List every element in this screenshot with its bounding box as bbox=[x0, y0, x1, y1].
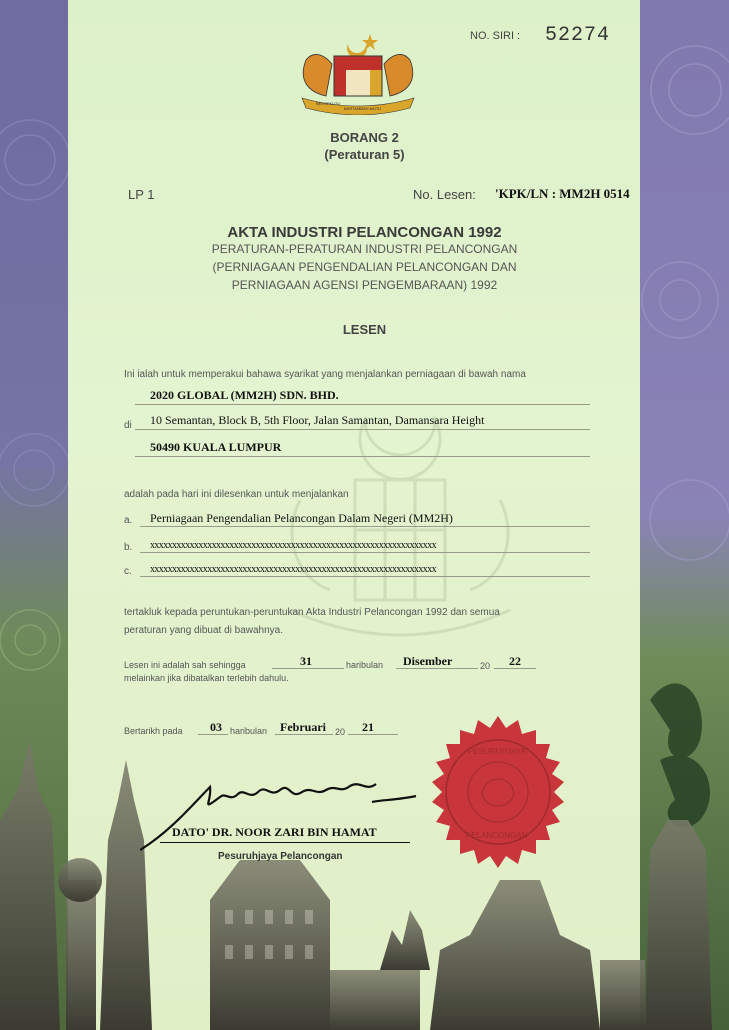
dated-year: 21 bbox=[362, 720, 374, 734]
unless-text: melainkan jika dibatalkan terlebih dahulu. bbox=[124, 673, 289, 683]
valid-haribulan: haribulan bbox=[346, 660, 384, 670]
lesen-heading: LESEN bbox=[342, 322, 387, 337]
emblem-ribbon-center: BERTAMBAH MUTU bbox=[344, 106, 382, 111]
item-a-text: Perniagaan Pengendalian Pelancongan Dalam Negeri (MM2H) bbox=[150, 511, 453, 525]
dated-month: Februari bbox=[280, 720, 326, 734]
seal-top-text: PESURUHJAYA bbox=[468, 747, 526, 756]
valid-month: Disember bbox=[403, 654, 453, 668]
act-subtitle-2: (PERNIAGAAN PENGENDALIAN PELANCONGAN DAN bbox=[212, 260, 517, 274]
valid-year: 22 bbox=[509, 654, 521, 668]
coat-of-arms-icon bbox=[298, 30, 418, 115]
licensed-text: adalah pada hari ini dilesenkan untuk menjalankan bbox=[124, 489, 349, 500]
item-a-letter: a. bbox=[124, 515, 133, 526]
dated-haribulan: haribulan bbox=[230, 726, 268, 736]
valid-day: 31 bbox=[300, 654, 312, 668]
act-title: AKTA INDUSTRI PELANCONGAN 1992 bbox=[227, 224, 502, 241]
signatory-title: Pesuruhjaya Pelancongan bbox=[218, 851, 343, 862]
address-line-2-rule bbox=[135, 456, 590, 457]
item-c-letter: c. bbox=[124, 566, 132, 577]
form-name: BORANG 2 bbox=[330, 130, 399, 145]
item-b-rule bbox=[140, 552, 590, 553]
seal-bottom-text: PELANCONGAN bbox=[466, 831, 528, 840]
company-name: 2020 GLOBAL (MM2H) SDN. BHD. bbox=[150, 388, 339, 402]
license-number: 'KPK/LN : MM2H 0514 bbox=[495, 186, 630, 201]
serial-number: 52274 bbox=[545, 24, 611, 47]
valid-day-rule bbox=[272, 668, 344, 669]
regulation-text: (Peraturan 5) bbox=[324, 147, 405, 162]
dated-day: 03 bbox=[210, 720, 222, 734]
act-subtitle-3: PERNIAGAAN AGENSI PENGEMBARAAN) 1992 bbox=[231, 278, 498, 292]
valid-month-rule bbox=[396, 668, 478, 669]
item-b-letter: b. bbox=[124, 542, 133, 553]
subject-line-2: peraturan yang dibuat di bawahnya. bbox=[124, 625, 284, 636]
intro-text: Ini ialah untuk memperakui bahawa syarikat yang menjalankan perniagaan di bawah nama bbox=[124, 369, 526, 380]
dated-label: Bertarikh pada bbox=[124, 726, 183, 736]
address-line-2: 50490 KUALA LUMPUR bbox=[150, 440, 282, 454]
address-line-1-rule bbox=[135, 429, 590, 430]
red-seal-stamp bbox=[418, 714, 578, 874]
emblem-ribbon-left: BERSEKUTU bbox=[316, 101, 341, 106]
subject-line-1: tertakluk kepada peruntukan-peruntukan Akta Industri Pelancongan 1992 dan semua bbox=[124, 607, 500, 618]
item-a-rule bbox=[140, 526, 590, 527]
dated-year-prefix: 20 bbox=[335, 727, 346, 737]
di-label: di bbox=[124, 420, 132, 431]
signature-handwriting bbox=[140, 772, 420, 852]
company-name-line bbox=[135, 404, 590, 405]
form-code: LP 1 bbox=[128, 187, 155, 202]
act-subtitle-1: PERATURAN-PERATURAN INDUSTRI PELANCONGAN bbox=[211, 242, 518, 256]
valid-year-prefix: 20 bbox=[480, 661, 491, 671]
item-b-text: xxxxxxxxxxxxxxxxxxxxxxxxxxxxxxxxxxxxxxxxxxxxxxxxxxxxxxxxxxxxxxxxx bbox=[150, 540, 437, 551]
valid-year-rule bbox=[494, 668, 536, 669]
item-c-rule bbox=[140, 576, 590, 577]
item-c-text: xxxxxxxxxxxxxxxxxxxxxxxxxxxxxxxxxxxxxxxxxxxxxxxxxxxxxxxxxxxxxxxxx bbox=[150, 564, 437, 575]
signature-rule bbox=[160, 842, 410, 843]
valid-label: Lesen ini adalah sah sehingga bbox=[124, 660, 246, 670]
address-line-1: 10 Semantan, Block B, 5th Floor, Jalan Samantan, Damansara Height bbox=[150, 413, 485, 427]
signatory-name: DATO' DR. NOOR ZARI BIN HAMAT bbox=[172, 825, 377, 839]
license-label: No. Lesen: bbox=[413, 187, 476, 202]
serial-label: NO. SIRI : bbox=[470, 30, 521, 42]
